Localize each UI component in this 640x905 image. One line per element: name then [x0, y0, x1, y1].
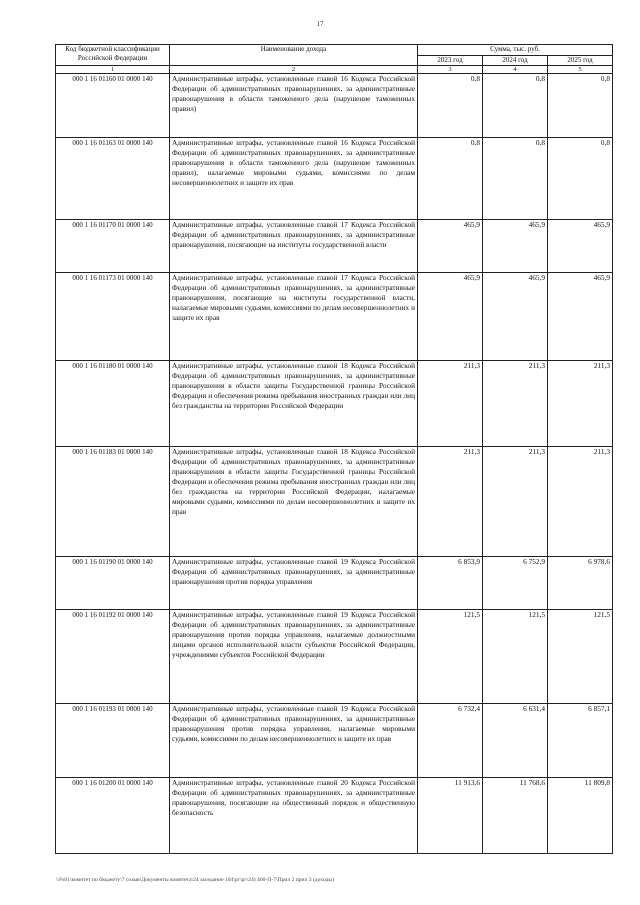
row-value-2023: 121,5	[418, 610, 483, 704]
row-value-2025: 465,9	[548, 220, 613, 273]
row-value-2023: 465,9	[418, 273, 483, 361]
row-value-2025: 0,8	[548, 138, 613, 220]
row-value-2023: 11 913,6	[418, 778, 483, 854]
row-value-2024: 211,3	[483, 361, 548, 447]
row-name: Административные штрафы, установленные главой 16 Кодекса Российской Федерации об административных правонарушениях, за административные правонарушения в области таможенного дела (нарушение таможенных правил)	[170, 74, 418, 138]
row-code: 000 1 16 01163 01 0000 140	[56, 138, 170, 220]
row-value-2025: 211,3	[548, 447, 613, 557]
table-row	[56, 138, 613, 220]
row-code: 000 1 16 01160 01 0000 140	[56, 74, 170, 138]
row-value-2024: 211,3	[483, 447, 548, 557]
row-value-2024: 465,9	[483, 273, 548, 361]
row-name: Административные штрафы, установленные главой 18 Кодекса Российской Федерации об административных правонарушениях, за административные правонарушения в области защиты Государственной границы Российской Федерации и обеспечения режима пребывания иностранных граждан или лиц без гражданства на территории Российской Федерации, налагаемые мировыми судьями, комиссиями по делам несовершеннолетних и защите их прав	[170, 447, 418, 557]
row-value-2023: 6 732,4	[418, 704, 483, 778]
row-name: Административные штрафы, установленные главой 19 Кодекса Российской Федерации об административных правонарушениях, за административные правонарушения против порядка управления	[170, 557, 418, 610]
col-number: 5	[548, 66, 613, 74]
row-name: Административные штрафы, установленные главой 16 Кодекса Российской Федерации об административных правонарушениях, за административные правонарушения в области таможенного дела (нарушение таможенных правил), налагаемые мировыми судьями, комиссиями по делам несовершеннолетних и защите их прав	[170, 138, 418, 220]
row-value-2023: 211,3	[418, 361, 483, 447]
table-row	[56, 704, 613, 778]
col-number: 4	[483, 66, 548, 74]
row-name: Административные штрафы, установленные главой 19 Кодекса Российской Федерации об административных правонарушениях, за административные правонарушения против порядка управления, налагаемые должностными лицами органов исполнительной власти субъектов Российской Федерации, учреждениями субъектов Российской Федерации	[170, 610, 418, 704]
row-value-2023: 6 853,9	[418, 557, 483, 610]
table-row	[56, 557, 613, 610]
row-value-2024: 0,8	[483, 74, 548, 138]
row-value-2024: 11 768,6	[483, 778, 548, 854]
row-code: 000 1 16 01192 01 0000 140	[56, 610, 170, 704]
table-row	[56, 361, 613, 447]
row-name: Административные штрафы, установленные главой 19 Кодекса Российской Федерации об административных правонарушениях, за административные правонарушения против порядка управления, налагаемые мировыми судьями, комиссиями по делам несовершеннолетних и защите их прав	[170, 704, 418, 778]
row-code: 000 1 16 01190 01 0000 140	[56, 557, 170, 610]
table-row	[56, 447, 613, 557]
budget-revenue-table	[55, 44, 613, 854]
header-name: Наименование дохода	[170, 45, 418, 66]
row-name: Административные штрафы, установленные главой 18 Кодекса Российской Федерации об административных правонарушениях, за административные правонарушения в области защиты Государственной границы Российской Федерации и обеспечения режима пребывания иностранных граждан или лиц без гражданства на территории Российской Федерации	[170, 361, 418, 447]
row-code: 000 1 16 01200 01 0000 140	[56, 778, 170, 854]
col-number: 1	[56, 66, 170, 74]
header-code: Код бюджетной классификации Российской Федерации	[56, 45, 170, 66]
table-row	[56, 610, 613, 704]
row-value-2024: 121,5	[483, 610, 548, 704]
row-code: 000 1 16 01173 01 0000 140	[56, 273, 170, 361]
table-row	[56, 74, 613, 138]
row-code: 000 1 16 01183 01 0000 140	[56, 447, 170, 557]
row-value-2024: 6 752,9	[483, 557, 548, 610]
row-value-2024: 0,8	[483, 138, 548, 220]
row-value-2025: 11 809,8	[548, 778, 613, 854]
row-value-2025: 6 857,1	[548, 704, 613, 778]
table-row	[56, 273, 613, 361]
row-value-2023: 0,8	[418, 138, 483, 220]
row-name: Административные штрафы, установленные главой 17 Кодекса Российской Федерации об административных правонарушениях, за административные правонарушения, посягающие на институты государственной власти, налагаемые мировыми судьями, комиссиями по делам несовершеннолетних и защите их прав	[170, 273, 418, 361]
file-path-footer: \\Fs01\комитет по бюджету\7 созыв\Документы комитета\24 заседание 104\рг\рг\24) 460-П-7\Прил 2 прил 3 (доходы)	[56, 877, 334, 883]
row-value-2025: 465,9	[548, 273, 613, 361]
row-value-2025: 211,3	[548, 361, 613, 447]
row-value-2023: 0,8	[418, 74, 483, 138]
col-number: 2	[170, 66, 418, 74]
row-name: Административные штрафы, установленные главой 20 Кодекса Российской Федерации об административных правонарушениях, за административные правонарушения, посягающие на общественный порядок и общественную безопасность	[170, 778, 418, 854]
row-code: 000 1 16 01180 01 0000 140	[56, 361, 170, 447]
row-value-2024: 465,9	[483, 220, 548, 273]
header-year-2023: 2023 год	[418, 56, 483, 66]
header-year-2025: 2025 год	[548, 56, 613, 66]
table-row	[56, 778, 613, 854]
row-value-2024: 6 631,4	[483, 704, 548, 778]
row-value-2025: 121,5	[548, 610, 613, 704]
row-value-2025: 6 978,6	[548, 557, 613, 610]
row-code: 000 1 16 01193 01 0000 140	[56, 704, 170, 778]
col-number: 3	[418, 66, 483, 74]
page-number: 17	[316, 20, 324, 28]
header-sum: Сумма, тыс. руб.	[418, 45, 613, 56]
row-name: Административные штрафы, установленные главой 17 Кодекса Российской Федерации об административных правонарушениях, за административные правонарушения, посягающие на институты государственной власти	[170, 220, 418, 273]
row-code: 000 1 16 01170 01 0000 140	[56, 220, 170, 273]
row-value-2025: 0,8	[548, 74, 613, 138]
row-value-2023: 211,3	[418, 447, 483, 557]
table-row	[56, 220, 613, 273]
header-year-2024: 2024 год	[483, 56, 548, 66]
row-value-2023: 465,9	[418, 220, 483, 273]
